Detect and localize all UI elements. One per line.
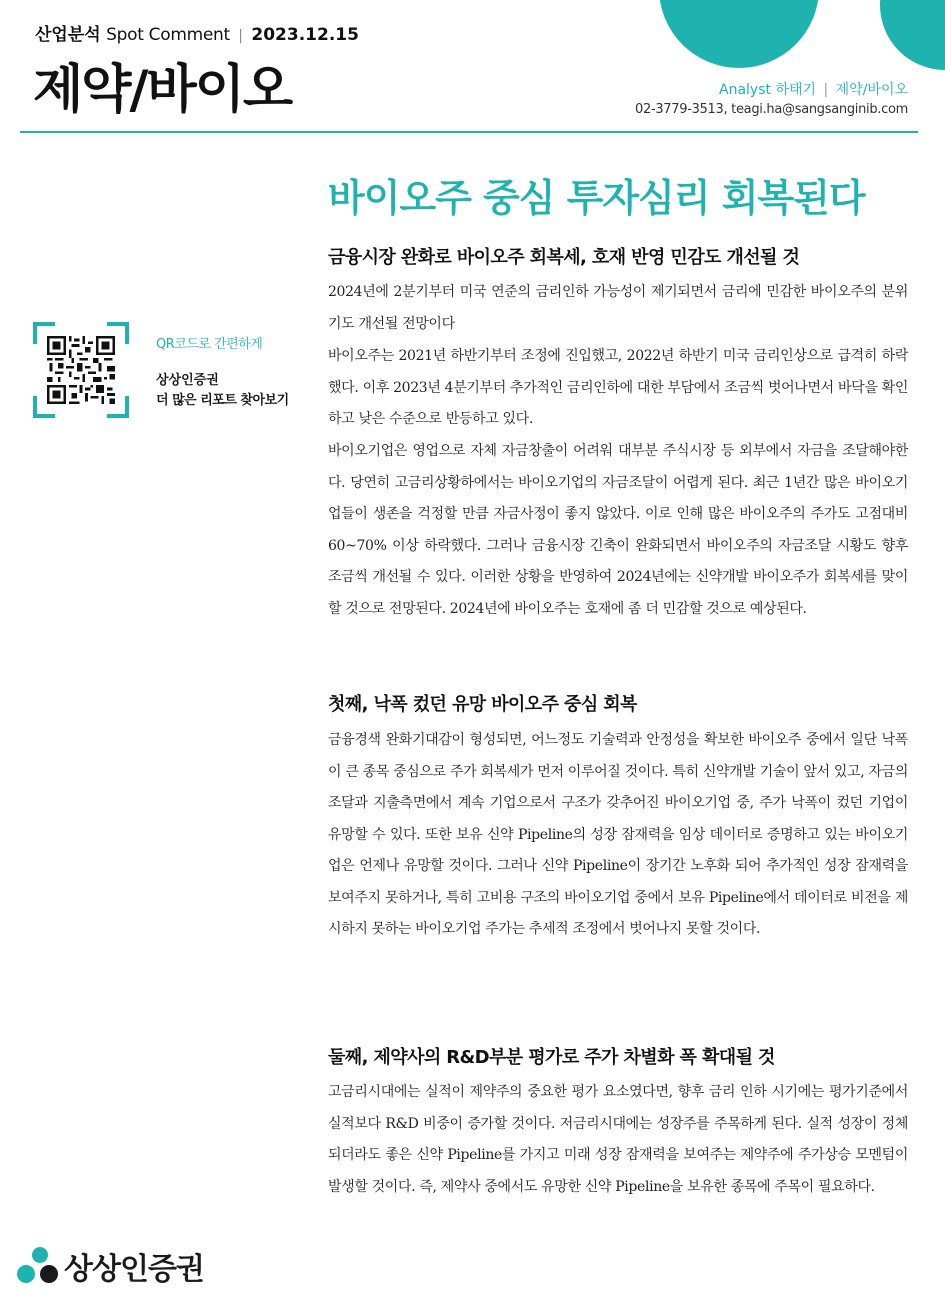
logo-text: 상상인증권 — [64, 1252, 204, 1287]
qr-caption: QR코드로 간편하게 — [156, 337, 263, 352]
qr-code-frame[interactable] — [33, 322, 129, 418]
company-logo — [16, 1246, 204, 1286]
analyst-contact[interactable]: 02-3779-3513, teagi.ha@sangsanginib.com — [635, 102, 908, 117]
header-divider — [20, 131, 918, 133]
report-meta — [35, 20, 359, 45]
body-paragraph: 2024년에 2분기부터 미국 연준의 금리인하 가능성이 제기되면서 금리에 민감한 바이오주의 분위기도 개선될 전망이다 — [328, 284, 908, 332]
separator: | — [238, 28, 243, 44]
decorative-circle — [659, 0, 819, 68]
sector-title: 제약/바이오 — [33, 60, 292, 120]
body-paragraph: 금융경색 완화기대감이 형성되면, 어느정도 기술력과 안정성을 확보한 바이오주 중에서 일단 낙폭이 큰 종목 중심으로 주가 회복세가 먼저 이루어질 것이다. 특히 신약개발 기술이 앞서 있고, 자금의 조달과 지출측면에서 계속 기업으로서 구조가 갖추어진 바이오기업 중, 주가 낙폭이 컸던 기업이 유망할 수 있다. 또한 보유 신약 Pipeline의 성장 잠재력을 임상 데이터로 증명하고 있는 바이오기업은 언제나 유망할 것이다. 그러나 신약 Pipeline이 장기간 노후화 되어 추가적인 성장 잠재력을 보여주지 못하거나, 특히 고비용 구조의 바이오기업 중에서 보유 Pipeline에서 데이터로 비전을 제시하지 못하는 바이오기업 주가는 추세적 조정에서 벗어나지 못할 것이다. — [328, 732, 908, 937]
report-category: 산업분석 — [35, 25, 101, 45]
report-date: 2023.12.15 — [251, 25, 359, 45]
decorative-circle — [880, 0, 945, 70]
body-paragraph: 바이오주는 2021년 하반기부터 조정에 진입했고, 2022년 하반기 미국 금리인상으로 급격히 하락했다. 이후 2023년 4분기부터 추가적인 금리인하에 대한 부담에서 조금씩 벗어나면서 바닥을 확인하고 낮은 수준으로 반등하고 있다. — [328, 348, 908, 427]
section-heading: 첫째, 낙폭 컸던 유망 바이오주 중심 회복 — [328, 694, 637, 715]
qr-code-icon[interactable] — [47, 336, 115, 404]
section-heading: 둘째, 제약사의 R&D부분 평가로 주가 차별화 폭 확대될 것 — [328, 1047, 775, 1068]
analyst-name: Analyst 하태기 — [719, 82, 817, 98]
body-paragraph: 고금리시대에는 실적이 제약주의 중요한 평가 요소였다면, 향후 금리 인하 시기에는 평가기준에서 실적보다 R&D 비중이 증가할 것이다. 저금리시대에는 성장주를 주목하게 된다. 실적 성장이 정체되더라도 좋은 신약 Pipeline를 가지고 미래 성장 잠재력을 보여주는 제약주에 주가상승 모멘텀이 발생할 것이다. 즉, 제약사 중에서도 유망한 신약 Pipeline을 보유한 종목에 주목이 필요하다. — [328, 1084, 908, 1195]
body-paragraph: 바이오기업은 영업으로 자체 자금창출이 어려워 대부분 주식시장 등 외부에서 자금을 조달해야한다. 당연히 고금리상황하에서는 바이오기업의 자금조달이 어렵게 된다. 최근 1년간 많은 바이오기업들이 생존을 걱정할 만큼 자금사정이 좋지 않았다. 이로 인해 많은 바이오주의 주가도 고점대비 60~70% 이상 하락했다. 그러나 금융시장 긴축이 완화되면서 바이오주의 자금조달 시황도 향후 조금씩 개선될 수 있다. 이러한 상황을 반영하여 2024년에는 신약개발 바이오주가 회복세를 맞이할 것으로 전망된다. 2024년에 바이오주는 호재에 좀 더 민감할 것으로 예상된다. — [328, 443, 908, 617]
analyst-sector: 제약/바이오 — [835, 82, 908, 98]
logo-mark-icon — [16, 1246, 60, 1286]
report-type: Spot Comment — [106, 25, 230, 45]
qr-more-reports[interactable]: 더 많은 리포트 찾아보기 — [156, 393, 289, 408]
separator: | — [823, 82, 829, 98]
qr-brand: 상상인증권 — [156, 373, 219, 388]
analyst-line — [719, 79, 908, 99]
section-heading: 금융시장 완화로 바이오주 회복세, 호재 반영 민감도 개선될 것 — [328, 247, 800, 268]
report-headline: 바이오주 중심 투자심리 회복된다 — [328, 176, 865, 220]
